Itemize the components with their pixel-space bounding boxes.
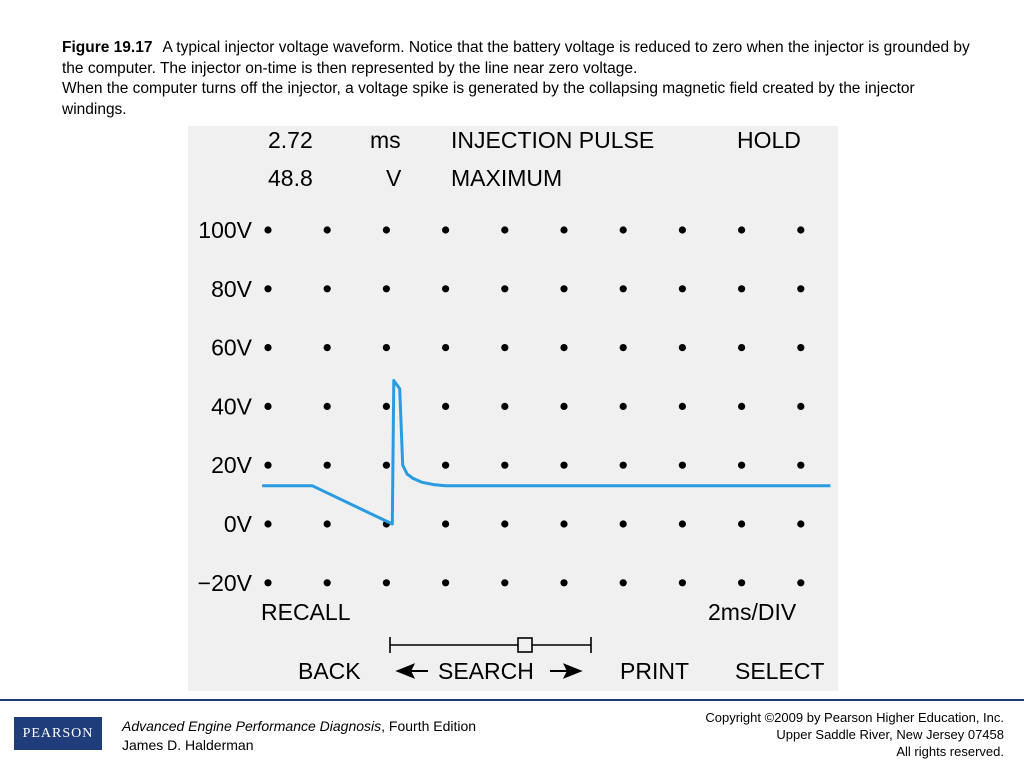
grid-dot (797, 520, 804, 527)
select-button[interactable]: SELECT (735, 658, 825, 684)
readout-time-label: INJECTION PULSE (451, 127, 655, 153)
grid-dot (679, 344, 686, 351)
grid-dot (264, 344, 271, 351)
search-button[interactable]: SEARCH (438, 658, 534, 684)
grid-dot (797, 403, 804, 410)
grid-dot (501, 579, 508, 586)
grid-dot (620, 520, 627, 527)
grid-dot (442, 579, 449, 586)
grid-dot (679, 226, 686, 233)
book-info (122, 717, 476, 755)
timebase-label: 2ms/DIV (708, 599, 797, 625)
grid-dot (264, 462, 271, 469)
grid-dot (264, 285, 271, 292)
book-title-line (122, 717, 476, 736)
grid-dot (264, 520, 271, 527)
readout-time-unit: ms (370, 127, 401, 153)
grid-dot (797, 462, 804, 469)
grid-dot (383, 462, 390, 469)
readout-volt-value: 48.8 (268, 165, 313, 191)
grid-dot (442, 226, 449, 233)
copyright-block (705, 709, 1004, 760)
grid-dot (797, 226, 804, 233)
scope-screen (188, 126, 838, 691)
grid-dot (620, 403, 627, 410)
recall-label[interactable]: RECALL (261, 599, 351, 625)
back-button[interactable]: BACK (298, 658, 361, 684)
grid-dot (442, 403, 449, 410)
grid-dot (501, 520, 508, 527)
y-tick-label: 100V (198, 217, 252, 243)
grid-dot (620, 285, 627, 292)
grid-dot (383, 285, 390, 292)
grid-dot (324, 520, 331, 527)
copyright-line-1: Copyright ©2009 by Pearson Higher Education, Inc. (705, 710, 1004, 725)
y-tick-label: 80V (211, 275, 252, 302)
grid-dot (560, 579, 567, 586)
grid-dot (738, 462, 745, 469)
figure-caption (62, 38, 982, 120)
grid-dot (264, 403, 271, 410)
grid-dot (620, 344, 627, 351)
grid-dot (738, 344, 745, 351)
grid-dot (324, 403, 331, 410)
print-button[interactable]: PRINT (620, 658, 689, 684)
grid-dot (442, 344, 449, 351)
grid-dot (383, 226, 390, 233)
grid-dot (620, 462, 627, 469)
grid-dot (324, 579, 331, 586)
grid-dot (324, 285, 331, 292)
readout-volt-label: MAXIMUM (451, 165, 563, 191)
y-tick-label: −20V (197, 569, 252, 596)
grid-dot (679, 462, 686, 469)
y-tick-label: 60V (211, 334, 252, 361)
copyright-line-2: Upper Saddle River, New Jersey 07458 (776, 727, 1004, 742)
scope-display (188, 126, 838, 691)
grid-dot (383, 344, 390, 351)
book-title: Advanced Engine Performance Diagnosis (122, 718, 382, 734)
search-slider-handle[interactable] (518, 638, 532, 652)
arrow-left-icon (398, 665, 428, 677)
footer-divider (0, 699, 1024, 701)
grid-dots (264, 226, 804, 586)
copyright-line-3: All rights reserved. (896, 744, 1004, 759)
grid-dot (560, 226, 567, 233)
caption-line-2: When the computer turns off the injector, a voltage spike is generated by the collapsing magnetic field created by the injector windings. (62, 80, 915, 118)
grid-dot (738, 285, 745, 292)
grid-dot (620, 226, 627, 233)
readout-volt-unit: V (386, 165, 402, 191)
grid-dot (383, 403, 390, 410)
grid-dot (738, 579, 745, 586)
grid-dot (560, 462, 567, 469)
y-tick-label: 40V (211, 393, 252, 420)
grid-dot (797, 285, 804, 292)
grid-dot (797, 344, 804, 351)
grid-dot (501, 285, 508, 292)
grid-dot (442, 520, 449, 527)
readout-mode: HOLD (737, 127, 801, 153)
grid-dot (383, 579, 390, 586)
grid-dot (324, 344, 331, 351)
grid-dot (738, 226, 745, 233)
grid-dot (560, 285, 567, 292)
readout-time-value: 2.72 (268, 127, 313, 153)
grid-dot (560, 344, 567, 351)
waveform-trace (262, 381, 830, 525)
grid-dot (560, 403, 567, 410)
grid-dot (560, 520, 567, 527)
grid-dot (679, 285, 686, 292)
caption-text-1: A typical injector voltage waveform. Notice that the battery voltage is reduced to zero when the injector is grounded by the computer. The injector on-time is then represented by the line near zero voltage. (62, 39, 970, 77)
grid-dot (679, 520, 686, 527)
caption-line-1 (62, 38, 982, 79)
y-tick-label: 20V (211, 452, 252, 479)
scope-readouts (268, 127, 801, 191)
grid-dot (797, 579, 804, 586)
arrow-right-icon (550, 665, 580, 677)
grid-dot (501, 226, 508, 233)
grid-dot (442, 285, 449, 292)
y-axis-tick-labels (198, 217, 253, 596)
grid-dot (620, 579, 627, 586)
search-bar[interactable] (390, 637, 591, 653)
grid-dot (679, 403, 686, 410)
grid-dot (264, 226, 271, 233)
grid-dot (679, 579, 686, 586)
grid-dot (738, 520, 745, 527)
y-tick-label: 0V (223, 511, 252, 537)
grid-dot (264, 579, 271, 586)
grid-dot (501, 344, 508, 351)
grid-dot (324, 462, 331, 469)
book-author: James D. Halderman (122, 737, 254, 753)
grid-dot (442, 462, 449, 469)
figure-label: Figure 19.17 (62, 39, 153, 56)
book-edition: , Fourth Edition (381, 718, 477, 734)
grid-dot (324, 226, 331, 233)
pearson-logo: PEARSON (14, 717, 102, 750)
grid-dot (501, 403, 508, 410)
grid-dot (501, 462, 508, 469)
grid-dot (738, 403, 745, 410)
